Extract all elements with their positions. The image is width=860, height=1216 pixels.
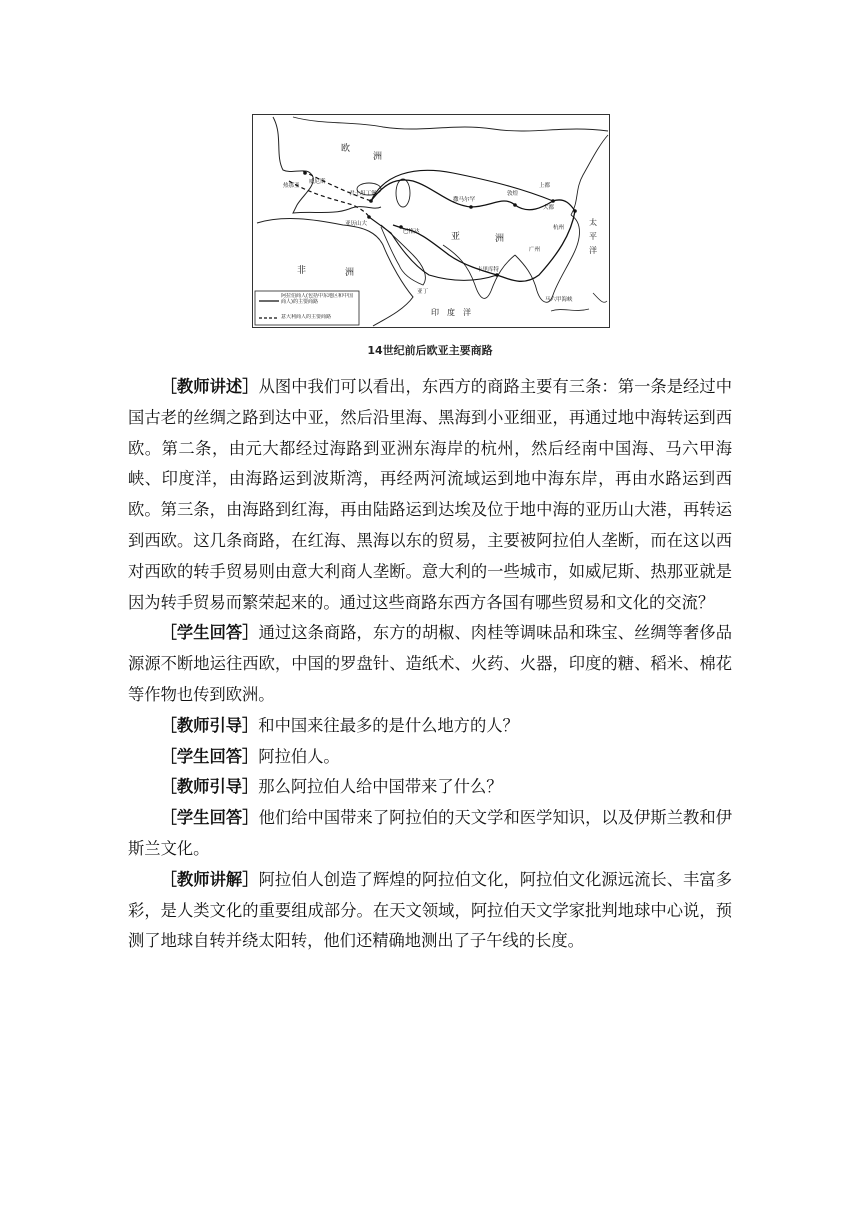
city-dot-samarkand xyxy=(469,205,473,209)
city-dot-dunhuang xyxy=(513,203,517,207)
map-label-pacific-3: 洋 xyxy=(589,246,597,255)
map-label-calicut: 卡里库特 xyxy=(477,267,500,273)
map-label-africa-1: 非 xyxy=(297,266,307,276)
east-asia-coastline xyxy=(571,135,608,215)
map-label-guangzhou: 广州 xyxy=(529,247,541,253)
paragraph xyxy=(128,772,732,803)
map-label-asia-1: 亚 xyxy=(451,232,461,242)
caspian-sea xyxy=(396,179,410,207)
map-label-alexandria: 亚历山大 xyxy=(345,221,368,227)
map-label-venice: 威尼斯 xyxy=(309,179,326,185)
city-dot-alexandria xyxy=(367,215,371,219)
paragraph-text: 阿拉伯人创造了辉煌的阿拉伯文化，阿拉伯文化源远流长、丰富多彩，是人类文化的重要组成部分。在天文领域，阿拉伯天文学家批判地球中心说，预测了地球自转并绕太阳转，他们还精确地测出了子午线的长度。 xyxy=(128,869,732,951)
city-dot-khanbaliq xyxy=(551,199,555,203)
northern-coast xyxy=(293,117,608,131)
paragraph xyxy=(128,711,732,742)
map-label-indian-ocean-2: 度 xyxy=(447,308,455,317)
map-label-shangdu: 上都 xyxy=(539,183,551,189)
trade-route-map xyxy=(252,114,610,328)
map-label-genoa: 热那亚 xyxy=(283,183,300,189)
paragraph xyxy=(128,803,732,865)
paragraph-text: 通过这条商路，东方的胡椒、肉桂等调味品和珠宝、丝绸等奢侈品源源不断地运往西欧，中国的罗盘针、造纸术、火药、火器，印度的糖、稻米、棉花等作物也传到欧洲。 xyxy=(128,623,732,704)
map-label-africa-2: 洲 xyxy=(345,268,355,278)
map-label-pacific-1: 太 xyxy=(589,218,597,227)
map-drawing xyxy=(253,115,609,327)
map-legend xyxy=(255,291,359,325)
city-dot-calicut xyxy=(495,273,499,277)
speaker-role: ［教师讲述］ xyxy=(160,377,259,396)
paragraph-text: 从图中我们可以看出，东西方的商路主要有三条：第一条是经过中国古老的丝绸之路到达中亚，然后沿里海、黑海到小亚细亚，再通过地中海转运到西欧。第二条，由元大都经过海路到亚洲东海岸的杭州，然后经南中国海、马六甲海峡、印度洋，由海路运到波斯湾，再经两河流域运到地中海东岸，再由水路运到西欧。第三条，由海路到红海，再由陆路运到达埃及位于地中海的亚历山大港，再转运到西欧。这几条商路，在红海、黑海以东的贸易，主要被阿拉伯人垄断，而在这以西对西欧的转手贸易则由意大利商人垄断。意大利的一些城市，如威尼斯、热那亚就是因为转手贸易而繁荣起来的。通过这些商路东西方各国有哪些贸易和文化的交流？ xyxy=(128,377,732,612)
paragraph-text: 和中国来往最多的是什么地方的人？ xyxy=(258,715,519,735)
figure-caption: 14世纪前后欧亚主要商路 xyxy=(367,344,493,357)
speaker-role: ［学生回答］ xyxy=(160,808,259,828)
city-dot-venice xyxy=(303,171,307,175)
map-label-baghdad: 巴格达 xyxy=(403,229,420,235)
europe-coastline xyxy=(273,117,381,213)
map-label-hangzhou: 杭州 xyxy=(553,225,565,231)
map-label-asia-2: 洲 xyxy=(495,234,505,244)
map-label-europe-1: 欧 xyxy=(341,144,351,154)
paragraph-text: 那么阿拉伯人给中国带来了什么？ xyxy=(258,777,503,797)
map-label-indian-ocean-1: 印 xyxy=(431,308,439,317)
map-label-constantinople: 君士坦丁堡 xyxy=(349,191,377,197)
legend-solid-label: 阿拉伯商人(包括中东地区和中国商人)的主要商路 xyxy=(281,293,353,305)
map-label-dunhuang: 敦煌 xyxy=(507,191,519,197)
paragraph xyxy=(128,372,732,618)
map-label-aden: 亚丁 xyxy=(417,289,429,295)
speaker-role: ［学生回答］ xyxy=(160,746,259,766)
map-label-pacific-2: 平 xyxy=(589,232,597,241)
paragraph xyxy=(128,618,732,710)
map-label-europe-2: 洲 xyxy=(373,152,383,162)
paragraph-text: 他们给中国带来了阿拉伯的天文学和医学知识，以及伊斯兰教和伊斯兰文化。 xyxy=(128,808,732,858)
map-label-khanbaliq: 大都 xyxy=(543,205,555,211)
map-label-samarkand: 撒马尔罕 xyxy=(453,197,476,203)
speaker-role: ［教师引导］ xyxy=(160,777,259,797)
dialogue-body xyxy=(128,372,732,957)
speaker-role: ［教师讲解］ xyxy=(160,869,259,889)
legend-dashed-label: 意大利商人的主要商路 xyxy=(281,314,332,320)
paragraph-text: 阿拉伯人。 xyxy=(258,746,340,766)
speaker-role: ［学生回答］ xyxy=(160,623,259,643)
speaker-role: ［教师引导］ xyxy=(160,715,259,735)
map-label-indian-ocean-3: 洋 xyxy=(463,308,471,317)
map-label-malacca: 马六甲海峡 xyxy=(545,297,573,303)
city-dot-constantinople xyxy=(369,199,373,203)
city-dot-hangzhou xyxy=(573,209,577,213)
paragraph xyxy=(128,742,732,773)
paragraph xyxy=(128,865,732,957)
